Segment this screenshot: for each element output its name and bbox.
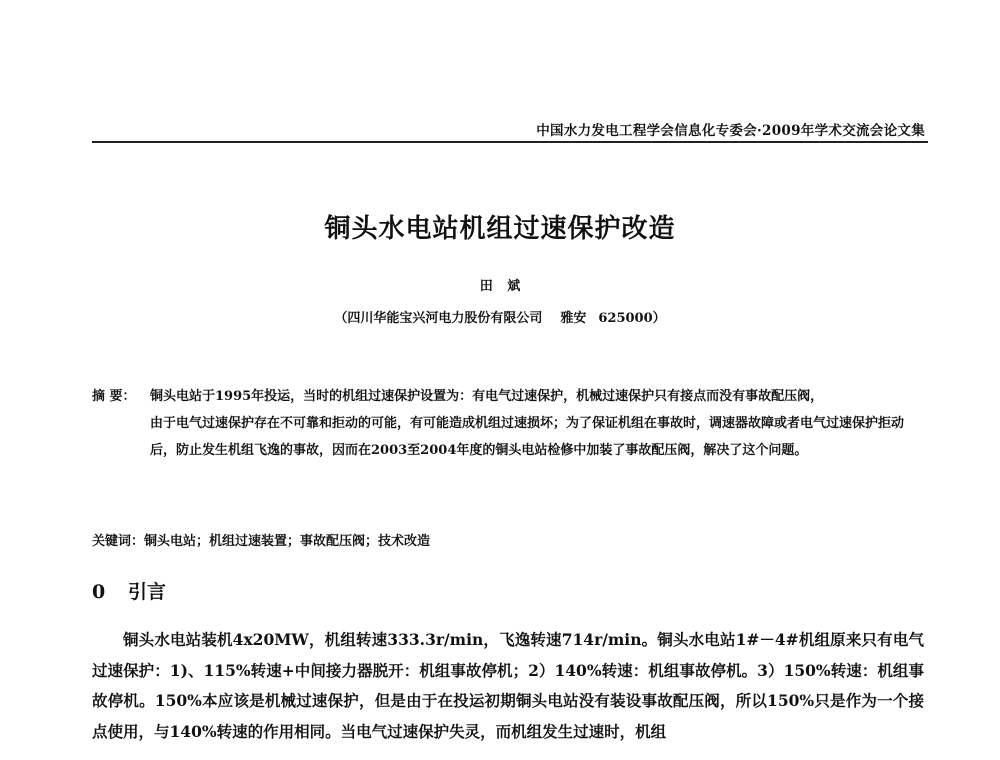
abstract	[92, 383, 924, 464]
header-rule	[92, 141, 928, 143]
abstract-body: 由于电气过速保护存在不可靠和拒动的可能，有可能造成机组过速损坏；为了保证机组在事故时，调速器故障或者电气过速保护拒动后，防止发生机组飞逸的事故，因而在2003至2004年度的铜头电站检修中加装了事故配压阀，解决了这个问题。	[150, 416, 905, 458]
keywords-label: 关键词：	[92, 534, 145, 549]
body-paragraph: 铜头水电站装机4x20MW，机组转速333.3r/min，飞逸转速714r/min。铜头水电站1#－4#机组原来只有电气过速保护：1)、115%转速+中间接力器脱开：机组事故停机；2）140%转速：机组事故停机。3）150%转速：机组事故停机。150%本应该是机械过速保护，但是由于在投运初期铜头电站没有装设事故配压阀，所以150%只是作为一个接点使用，与140%转速的作用相同。当电气过速保护失灵，而机组发生过速时，机组	[92, 630, 924, 741]
abstract-label: 摘 要：	[92, 389, 136, 404]
running-header: 中国水力发电工程学会信息化专委会·2009年学术交流会论文集	[536, 123, 925, 139]
keywords-text: 铜头电站；机组过速装置；事故配压阀；技术改造	[144, 534, 431, 549]
section-title: 引言	[128, 581, 167, 603]
affiliation	[0, 307, 1000, 326]
author-name: 田 斌	[479, 279, 521, 294]
affiliation-city: 雅安	[560, 311, 587, 326]
abstract-first-line	[92, 383, 924, 410]
section-number: 0	[92, 581, 106, 603]
abstract-line1: 铜头电站于1995年投运，当时的机组过速保护设置为：有电气过速保护，机械过速保护只有接点而没有事故配压阀，	[150, 389, 824, 404]
section-heading	[92, 577, 166, 604]
keywords	[92, 530, 430, 549]
affiliation-postcode: 625000）	[598, 311, 666, 326]
paper-title: 铜头水电站机组过速保护改造	[324, 214, 676, 244]
affiliation-org: （四川华能宝兴河电力股份有限公司	[334, 311, 543, 326]
